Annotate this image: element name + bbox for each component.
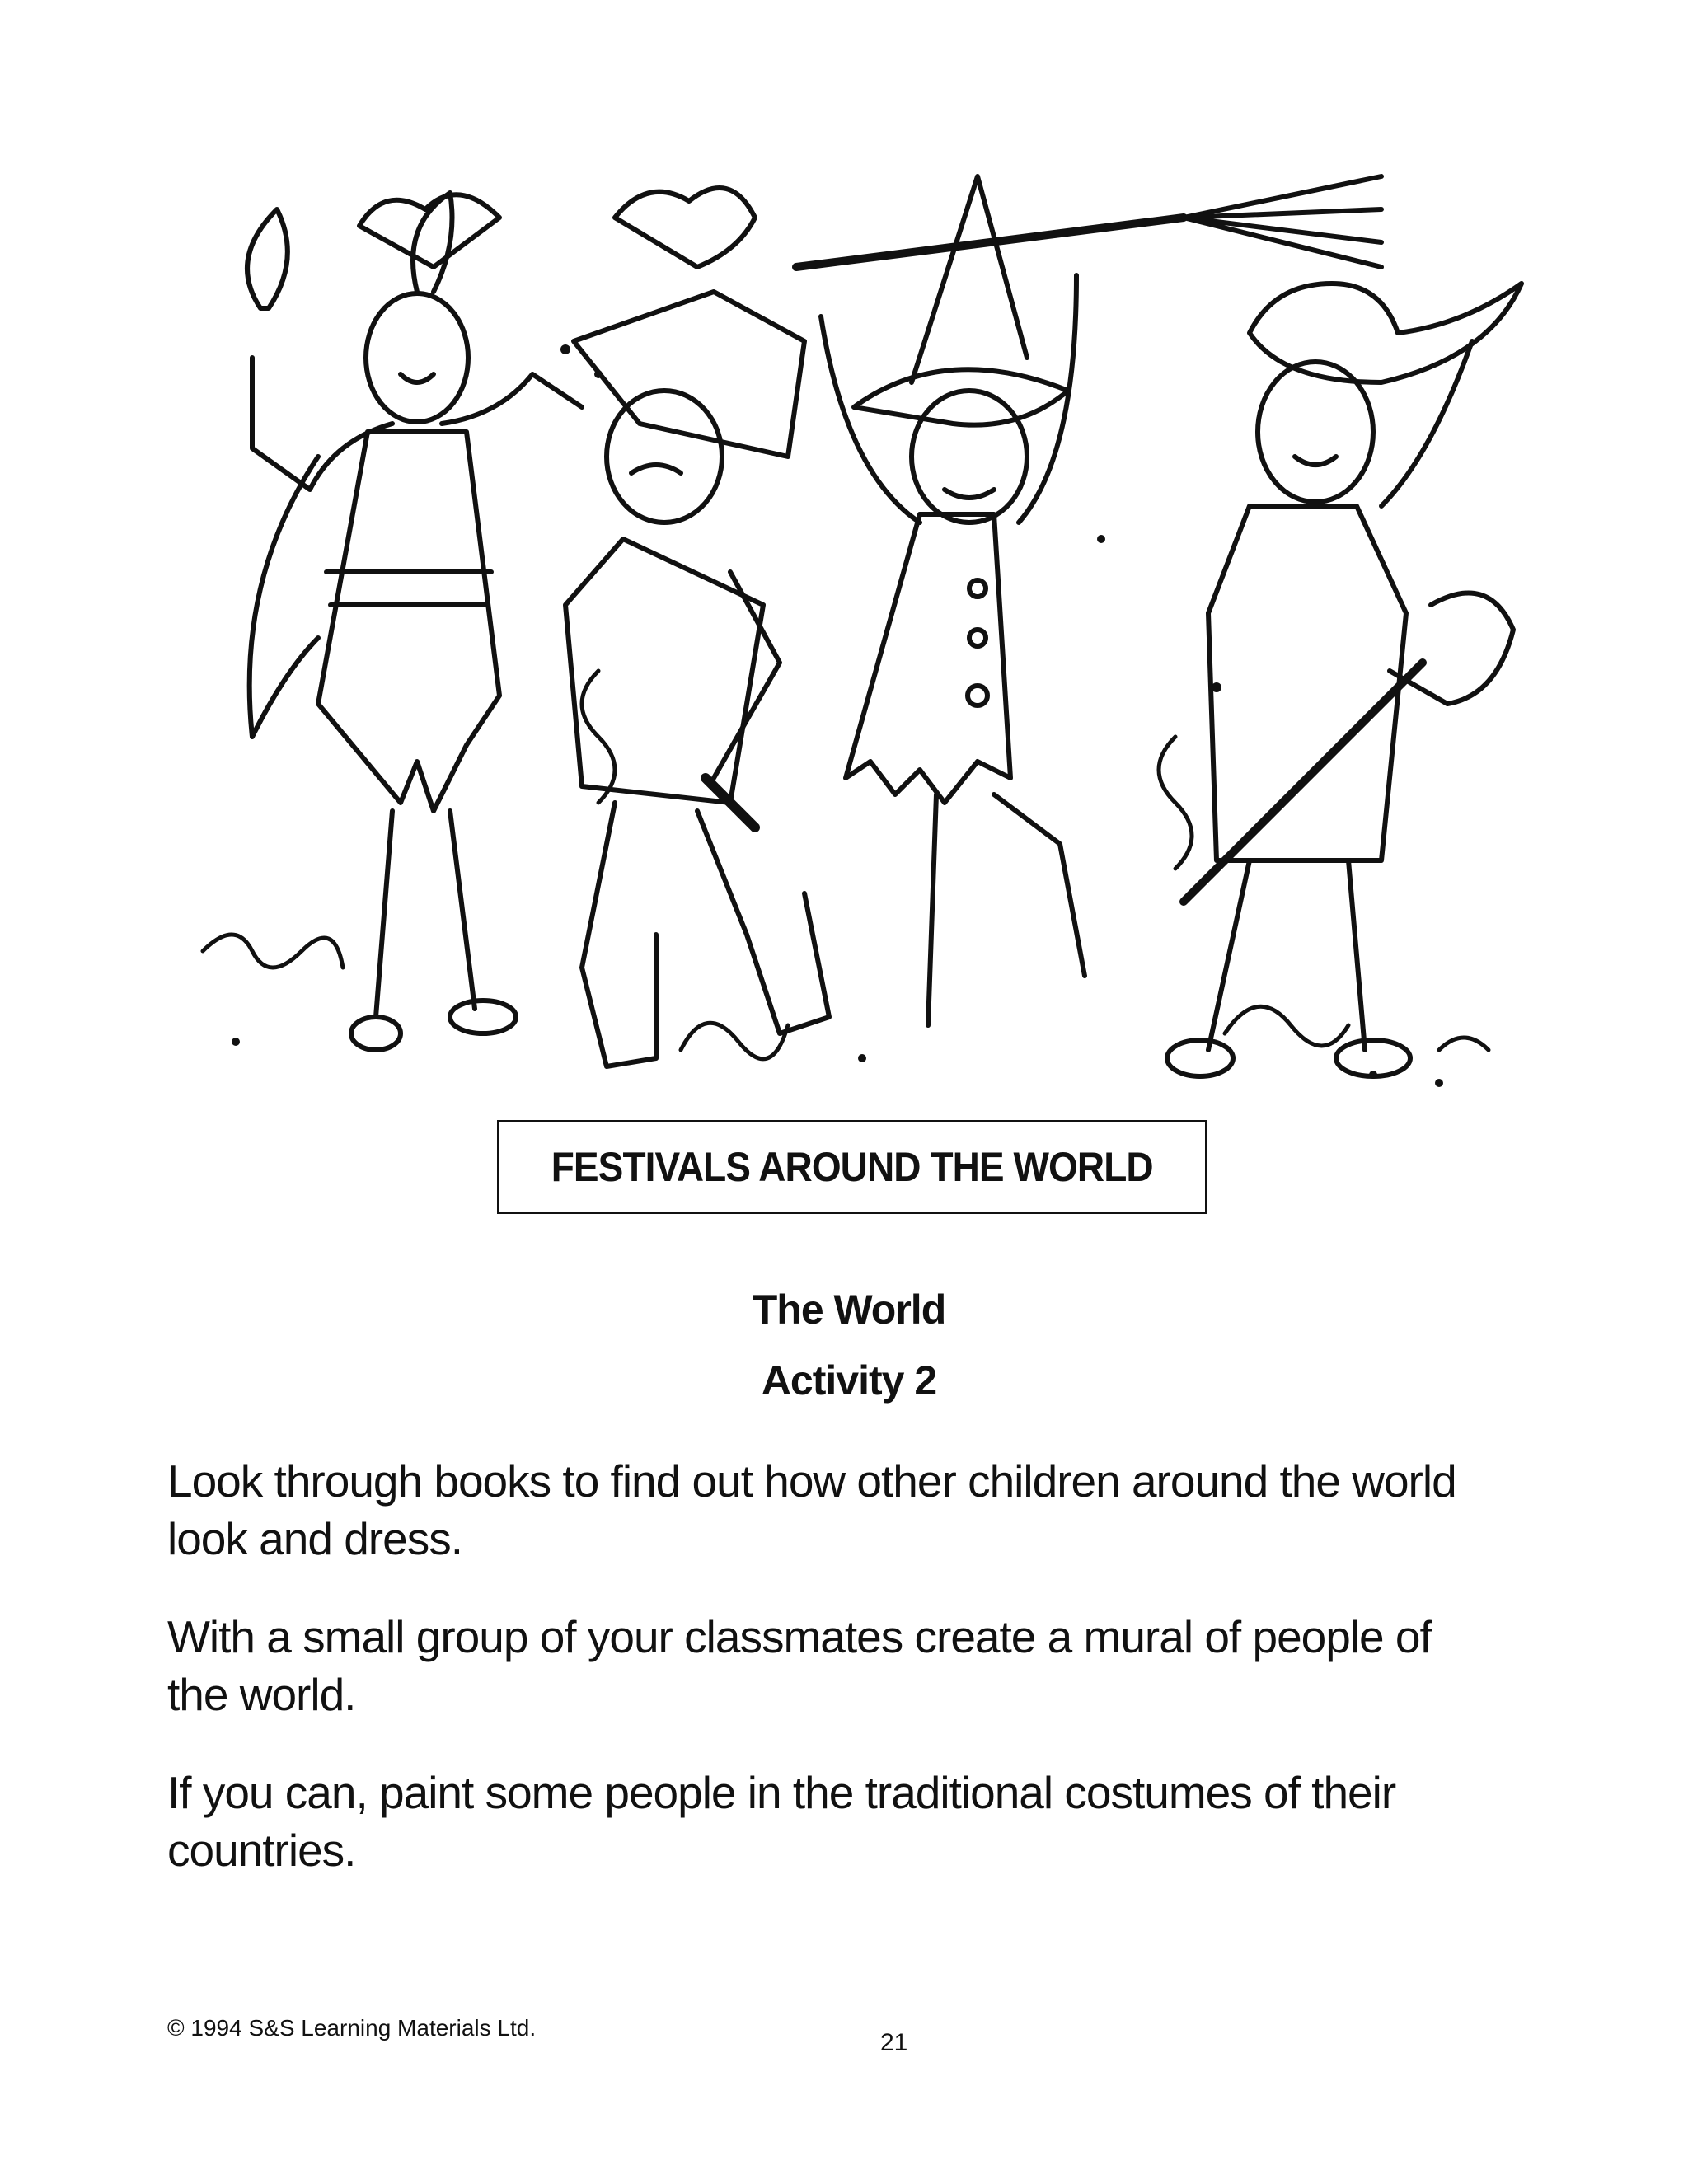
instruction-paragraph-3: If you can, paint some people in the traditional costumes of their countries.: [167, 1767, 1396, 1876]
instruction-paragraph-2: With a small group of your classmates create a mural of people of the world.: [167, 1611, 1432, 1720]
cowboy-figure: [1167, 284, 1522, 1076]
title-banner: [497, 1120, 1207, 1214]
musketeer-figure: [565, 188, 829, 1066]
festival-dancers-illustration: [153, 160, 1546, 1124]
carnival-dancer-figure: [247, 193, 582, 1050]
page-number: 21: [880, 2029, 908, 2056]
streamers: [203, 671, 1489, 1059]
witch-figure: [796, 176, 1381, 1025]
banner-title: FESTIVALS AROUND THE WORLD: [551, 1144, 1153, 1190]
activity-heading: Activity 2: [761, 1357, 937, 1404]
copyright-notice: © 1994 S&S Learning Materials Ltd.: [167, 2015, 537, 2041]
instruction-paragraph-1: Look through books to find out how other children around the world look and dress.: [167, 1455, 1456, 1564]
unit-heading: The World: [752, 1286, 946, 1333]
